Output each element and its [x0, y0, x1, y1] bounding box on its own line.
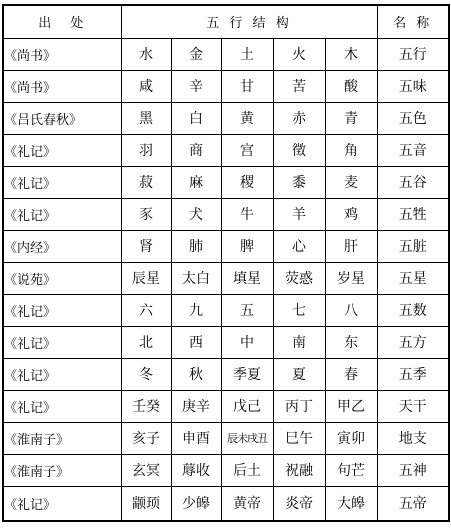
structure-header: 五 行 结 构 [121, 5, 377, 38]
element-cell: 太白 [171, 262, 221, 294]
element-cell: 黑 [121, 102, 171, 134]
element-cell: 羊 [273, 198, 325, 230]
element-cell: 辰星 [121, 262, 171, 294]
source-cell: 《礼记》 [3, 166, 121, 198]
table-body [3, 38, 449, 521]
element-cell: 九 [171, 294, 221, 326]
element-cell: 肝 [325, 230, 377, 262]
element-cell: 冬 [121, 358, 171, 390]
element-cell: 荧惑 [273, 262, 325, 294]
name-cell: 五行 [377, 38, 449, 70]
name-cell: 五方 [377, 326, 449, 358]
element-cell: 秋 [171, 358, 221, 390]
element-cell: 甲乙 [325, 390, 377, 422]
element-cell: 辰未戌丑 [221, 422, 273, 454]
element-cell: 宫 [221, 134, 273, 166]
source-cell: 《礼记》 [3, 134, 121, 166]
element-cell: 稷 [221, 166, 273, 198]
element-cell: 庚辛 [171, 390, 221, 422]
source-cell: 《淮南子》 [3, 454, 121, 486]
element-cell: 肾 [121, 230, 171, 262]
element-cell: 南 [273, 326, 325, 358]
table-row [3, 262, 449, 294]
element-cell: 丙丁 [273, 390, 325, 422]
table-row [3, 134, 449, 166]
table-row [3, 230, 449, 262]
table-row [3, 166, 449, 198]
source-cell: 《淮南子》 [3, 422, 121, 454]
source-cell: 《礼记》 [3, 358, 121, 390]
element-cell: 肺 [171, 230, 221, 262]
element-cell: 酸 [325, 70, 377, 102]
name-cell: 五音 [377, 134, 449, 166]
element-cell: 大皞 [325, 486, 377, 521]
element-cell: 黍 [273, 166, 325, 198]
element-cell: 甘 [221, 70, 273, 102]
table-row [3, 486, 449, 521]
element-cell: 麻 [171, 166, 221, 198]
name-cell: 五数 [377, 294, 449, 326]
element-cell: 豕 [121, 198, 171, 230]
element-cell: 土 [221, 38, 273, 70]
element-cell: 角 [325, 134, 377, 166]
element-cell: 寅卯 [325, 422, 377, 454]
source-cell: 《吕氏春秋》 [3, 102, 121, 134]
table-row [3, 102, 449, 134]
element-cell: 赤 [273, 102, 325, 134]
name-cell: 五色 [377, 102, 449, 134]
source-header: 出 处 [3, 5, 121, 38]
element-cell: 青 [325, 102, 377, 134]
element-cell: 商 [171, 134, 221, 166]
element-cell: 填星 [221, 262, 273, 294]
element-cell: 后土 [221, 454, 273, 486]
element-cell: 东 [325, 326, 377, 358]
element-cell: 八 [325, 294, 377, 326]
element-cell: 戊己 [221, 390, 273, 422]
table-row [3, 454, 449, 486]
source-cell: 《礼记》 [3, 486, 121, 521]
table-row [3, 70, 449, 102]
source-cell: 《尚书》 [3, 38, 121, 70]
element-cell: 黄 [221, 102, 273, 134]
element-cell: 咸 [121, 70, 171, 102]
name-cell: 五季 [377, 358, 449, 390]
name-cell: 五味 [377, 70, 449, 102]
element-cell: 辛 [171, 70, 221, 102]
element-cell: 岁星 [325, 262, 377, 294]
table-row [3, 38, 449, 70]
element-cell: 鸡 [325, 198, 377, 230]
name-cell: 五牲 [377, 198, 449, 230]
source-cell: 《礼记》 [3, 390, 121, 422]
element-cell: 西 [171, 326, 221, 358]
element-cell: 句芒 [325, 454, 377, 486]
name-cell: 五星 [377, 262, 449, 294]
element-cell: 牛 [221, 198, 273, 230]
name-cell: 五神 [377, 454, 449, 486]
name-cell: 五脏 [377, 230, 449, 262]
source-cell: 《尚书》 [3, 70, 121, 102]
name-cell: 五谷 [377, 166, 449, 198]
element-cell: 五 [221, 294, 273, 326]
element-cell: 蓐收 [171, 454, 221, 486]
name-cell: 地支 [377, 422, 449, 454]
source-cell: 《说苑》 [3, 262, 121, 294]
element-cell: 祝融 [273, 454, 325, 486]
table-row [3, 390, 449, 422]
element-cell: 夏 [273, 358, 325, 390]
element-cell: 玄冥 [121, 454, 171, 486]
element-cell: 七 [273, 294, 325, 326]
name-cell: 天干 [377, 390, 449, 422]
element-cell: 心 [273, 230, 325, 262]
element-cell: 麦 [325, 166, 377, 198]
source-cell: 《礼记》 [3, 326, 121, 358]
element-cell: 黄帝 [221, 486, 273, 521]
element-cell: 季夏 [221, 358, 273, 390]
element-cell: 火 [273, 38, 325, 70]
table-row [3, 422, 449, 454]
header-row [3, 5, 449, 38]
source-cell: 《礼记》 [3, 198, 121, 230]
element-cell: 羽 [121, 134, 171, 166]
element-cell: 少皞 [171, 486, 221, 521]
element-cell: 炎帝 [273, 486, 325, 521]
element-cell: 苦 [273, 70, 325, 102]
element-cell: 菽 [121, 166, 171, 198]
five-elements-table [2, 4, 450, 522]
element-cell: 颛顼 [121, 486, 171, 521]
element-cell: 金 [171, 38, 221, 70]
element-cell: 木 [325, 38, 377, 70]
element-cell: 亥子 [121, 422, 171, 454]
name-cell: 五帝 [377, 486, 449, 521]
element-cell: 壬癸 [121, 390, 171, 422]
element-cell: 北 [121, 326, 171, 358]
element-cell: 中 [221, 326, 273, 358]
element-cell: 申酉 [171, 422, 221, 454]
table-row [3, 198, 449, 230]
element-cell: 徵 [273, 134, 325, 166]
source-cell: 《礼记》 [3, 294, 121, 326]
element-cell: 水 [121, 38, 171, 70]
table-row [3, 326, 449, 358]
element-cell: 脾 [221, 230, 273, 262]
element-cell: 春 [325, 358, 377, 390]
element-cell: 白 [171, 102, 221, 134]
table-row [3, 294, 449, 326]
element-cell: 犬 [171, 198, 221, 230]
element-cell: 六 [121, 294, 171, 326]
table-row [3, 358, 449, 390]
element-cell: 巳午 [273, 422, 325, 454]
name-header: 名 称 [377, 5, 449, 38]
source-cell: 《内经》 [3, 230, 121, 262]
